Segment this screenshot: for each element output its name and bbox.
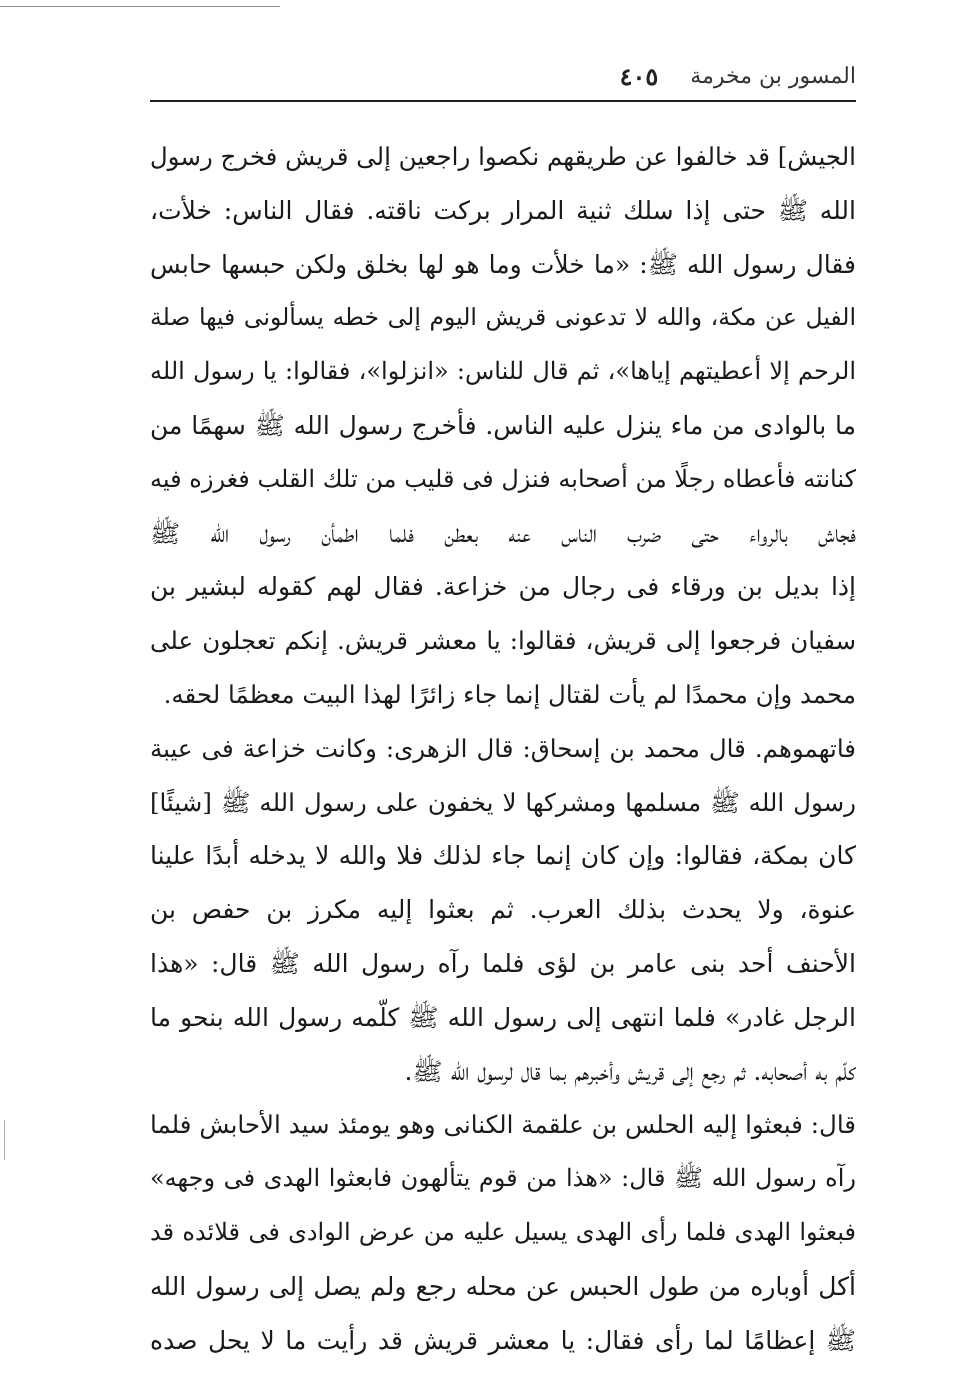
text-line: الرحم إلا أعطيتهم إياها»، ثم قال للناس: «انزلوا»، فقالوا: يا رسول الله xyxy=(150,357,856,386)
text-line: الجيش] قد خالفوا عن طريقهم نكصوا راجعين إلى قريش فخرج رسول xyxy=(150,142,856,171)
text-line: محمد وإن محمدًا لم يأت لقتال إنما جاء زائرًا لهذا البيت معظمًا لحقه. xyxy=(163,679,856,709)
header-rule xyxy=(150,100,856,102)
text-line: قال: فبعثوا إليه الحلس بن علقمة الكنانى وهو يومئذ سيد الأحابش فلما xyxy=(150,1110,856,1140)
text-line: الرجل غادر» فلما انتهى إلى رسول الله ﷺ كلّمه رسول الله بنحو ما xyxy=(150,1002,856,1032)
text-line: عنوة، ولا يحدث بذلك العرب. ثم بعثوا إليه مكرز بن حفص بن xyxy=(150,895,856,925)
text-line: فبعثوا الهدى فلما رأى الهدى يسيل عليه من عرض الوادى فى قلائده قد xyxy=(150,1217,856,1246)
text-line: الفيل عن مكة، والله لا تدعونى قريش اليوم إلى خطه يسألونى فيها صلة xyxy=(150,303,856,332)
text-line: كان بمكة، فقالوا: وإن كان إنما جاء لذلك فلا والله لا يدخله أبدًا علينا xyxy=(150,841,856,871)
text-line: فقال رسول الله ﷺ: «ما خلأت وما هو لها بخلق ولكن حبسها حابس xyxy=(150,249,856,279)
text-line: سفيان فرجعوا إلى قريش، فقالوا: يا معشر قريش. إنكم تعجلون على xyxy=(150,626,856,656)
body-text xyxy=(150,130,856,1367)
text-line: رسول الله ﷺ مسلمها ومشركها لا يخفون على رسول الله ﷺ [شيئًا] xyxy=(150,787,856,817)
text-line: ﷺ إعظامًا لما رأى فقال: يا معشر قريش قد رأيت ما لا يحل صده xyxy=(150,1325,856,1355)
text-line: الأحنف أحد بنى عامر بن لؤى فلما رآه رسول الله ﷺ قال: «هذا xyxy=(150,948,856,978)
text-line: كنانته فأعطاه رجلًا من أصحابه فنزل فى قليب من تلك القلب فغرزه فيه xyxy=(150,464,856,493)
text-line: ما بالوادى من ماء ينزل عليه الناس. فأخرج رسول الله ﷺ سهمًا من xyxy=(150,410,856,440)
page-header xyxy=(150,56,856,96)
text-line: فجاش بالرواء حتى ضرب الناس عنه بعطن فلما اطمأن رسول الله ﷺ xyxy=(150,518,856,548)
text-line: الله ﷺ حتى إذا سلك ثنية المرار بركت ناقته. فقال الناس: خلأت، xyxy=(150,195,856,225)
text-line: أكل أوباره من طول الحبس عن محله رجع ولم يصل إلى رسول الله xyxy=(150,1271,856,1301)
text-line: فاتهموهم. قال محمد بن إسحاق: قال الزهرى: وكانت خزاعة فى عيبة xyxy=(150,733,856,763)
page-number: ٤٠٥ xyxy=(619,61,659,91)
running-title: المسور بن مخرمة xyxy=(690,63,856,89)
text-line: إذا بديل بن ورقاء فى رجال من خزاعة. فقال لهم كقوله لبشير بن xyxy=(150,572,856,602)
scan-edge-mark xyxy=(4,1120,5,1160)
text-line: رآه رسول الله ﷺ قال: «هذا من قوم يتألهون فابعثوا الهدى فى وجهه» xyxy=(150,1164,856,1193)
text-line: كلّم به أصحابه. ثم رجع إلى قريش وأخبرهم بما قال لرسول الله ﷺ. xyxy=(404,1056,856,1086)
scan-edge-line xyxy=(0,6,280,7)
